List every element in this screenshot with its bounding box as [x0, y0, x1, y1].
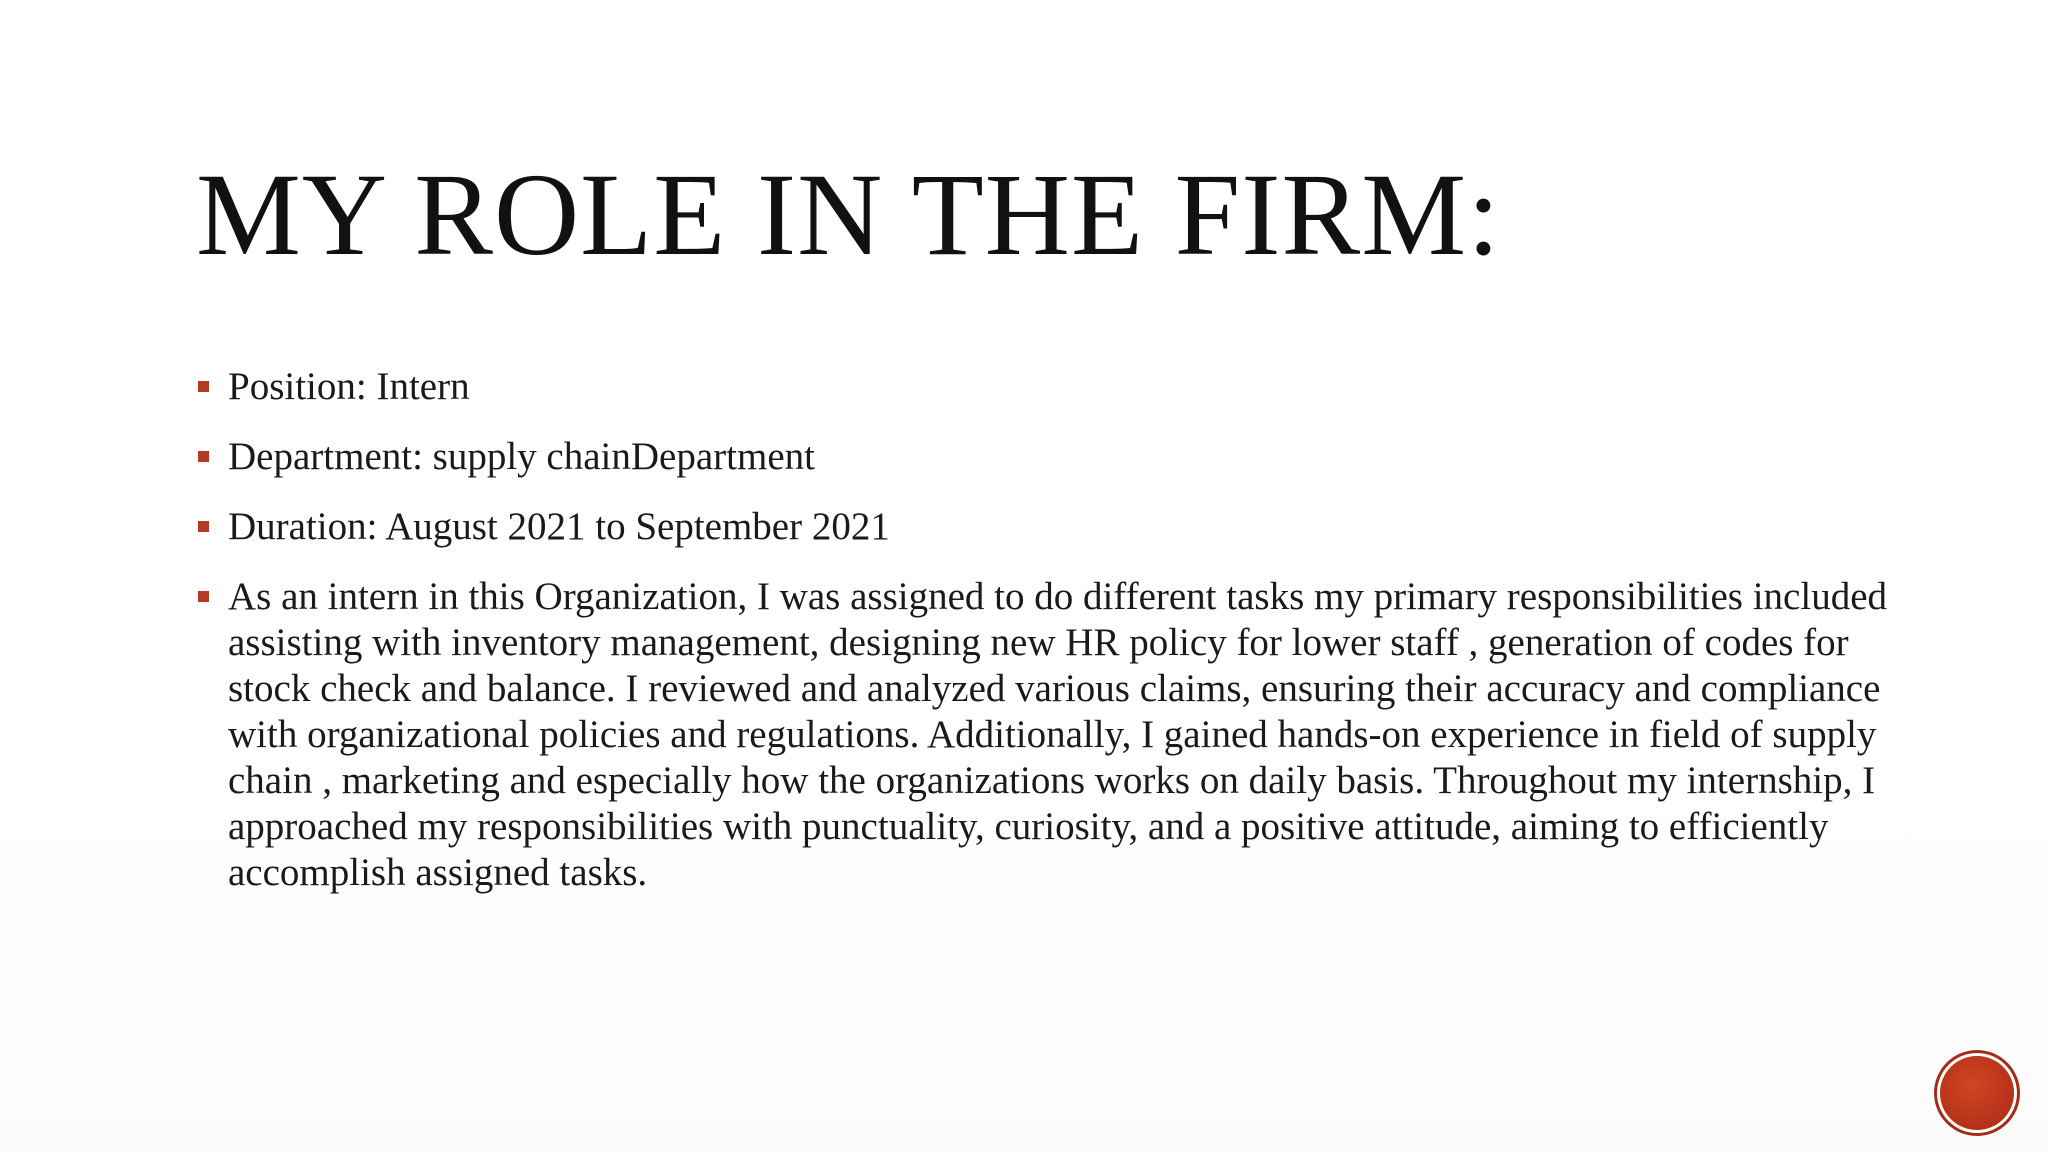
- slide-nav-button[interactable]: [1940, 1056, 2014, 1130]
- square-bullet-icon: [198, 591, 209, 602]
- square-bullet-icon: [198, 381, 209, 392]
- bullet-text: As an intern in this Organization, I was assigned to do different tasks my primary responsibilities included assisting with inventory management, designing new HR policy for lower staff , generation of codes for stock check and balance. I reviewed and analyzed various claims, ensuring their accuracy and compliance with organizational policies and regulations. Additionally, I gained hands-on experience in field of supply chain , marketing and especially how the organizations works on daily basis. Throughout my internship, I approached my responsibilities with punctuality, curiosity, and a positive attitude, aiming to efficiently accomplish assigned tasks.: [228, 575, 1888, 894]
- square-bullet-icon: [198, 451, 209, 462]
- bullet-item-responsibilities: [198, 574, 1898, 896]
- bullet-item-position: [198, 364, 1898, 410]
- bullet-text: Duration: August 2021 to September 2021: [228, 505, 890, 548]
- bullet-list: [198, 364, 1898, 920]
- square-bullet-icon: [198, 521, 209, 532]
- slide-title: MY ROLE IN THE FIRM:: [196, 149, 1501, 280]
- bullet-item-department: [198, 434, 1898, 480]
- bullet-item-duration: [198, 504, 1898, 550]
- bullet-text: Department: supply chainDepartment: [228, 435, 815, 478]
- bullet-text: Position: Intern: [228, 365, 470, 408]
